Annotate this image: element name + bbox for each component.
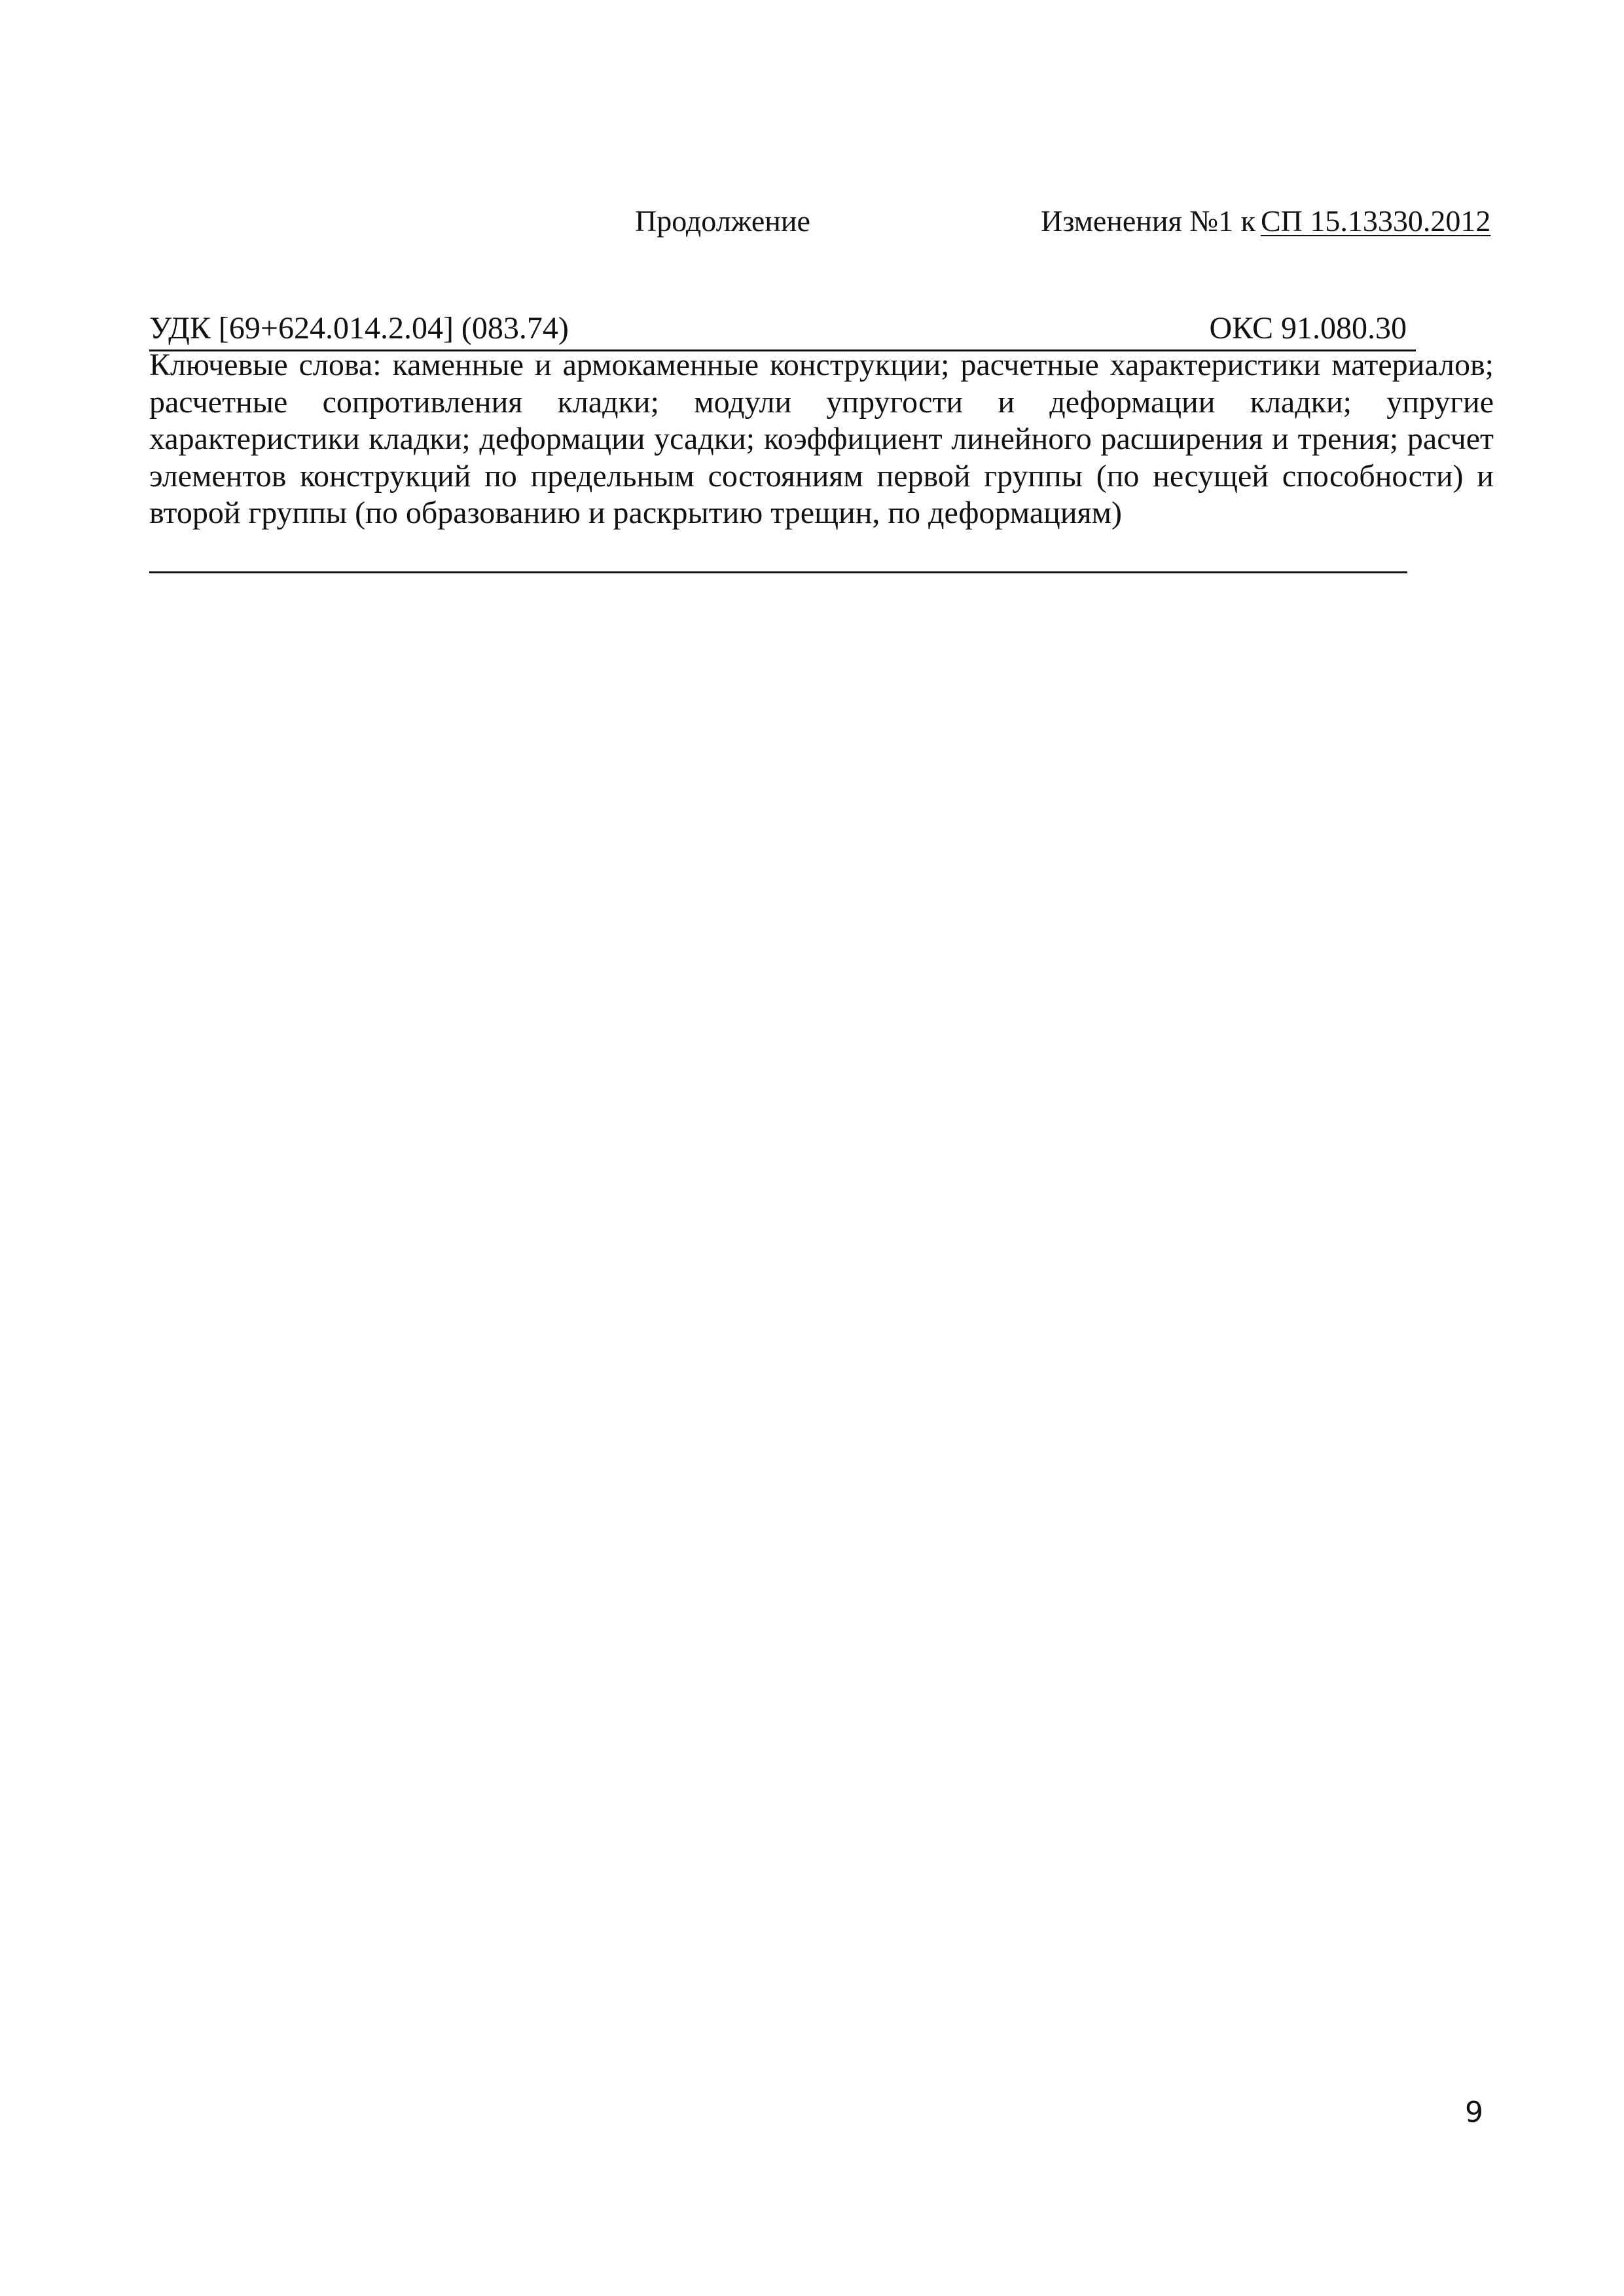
- amendment-prefix: Изменения №1 к: [1041, 204, 1255, 238]
- continuation-label: Продолжение: [635, 204, 810, 238]
- udc-code: УДК [69+624.014.2.04] (083.74): [149, 311, 569, 346]
- bottom-rule: [149, 571, 1407, 573]
- oks-code: ОКС 91.080.30: [1209, 311, 1407, 346]
- document-reference: СП 15.13330.2012: [1260, 204, 1491, 238]
- amendment-header: [1041, 202, 1490, 241]
- page-number: 9: [1465, 2096, 1483, 2129]
- classification-line: [149, 308, 1416, 351]
- keywords-paragraph: Ключевые слова: каменные и армокаменные конструкции; расчетные характеристики материалов; расчетные сопротивления кладки; модули упругости и деформации кладки; упругие характеристики кладки; деформации усадки; коэффициент линейного расширения и трения; расчет элементов конструкций по предельным состояниям первой группы (по несущей способности) и второй группы (по образованию и раскрытию трещин, по деформациям): [149, 348, 1494, 530]
